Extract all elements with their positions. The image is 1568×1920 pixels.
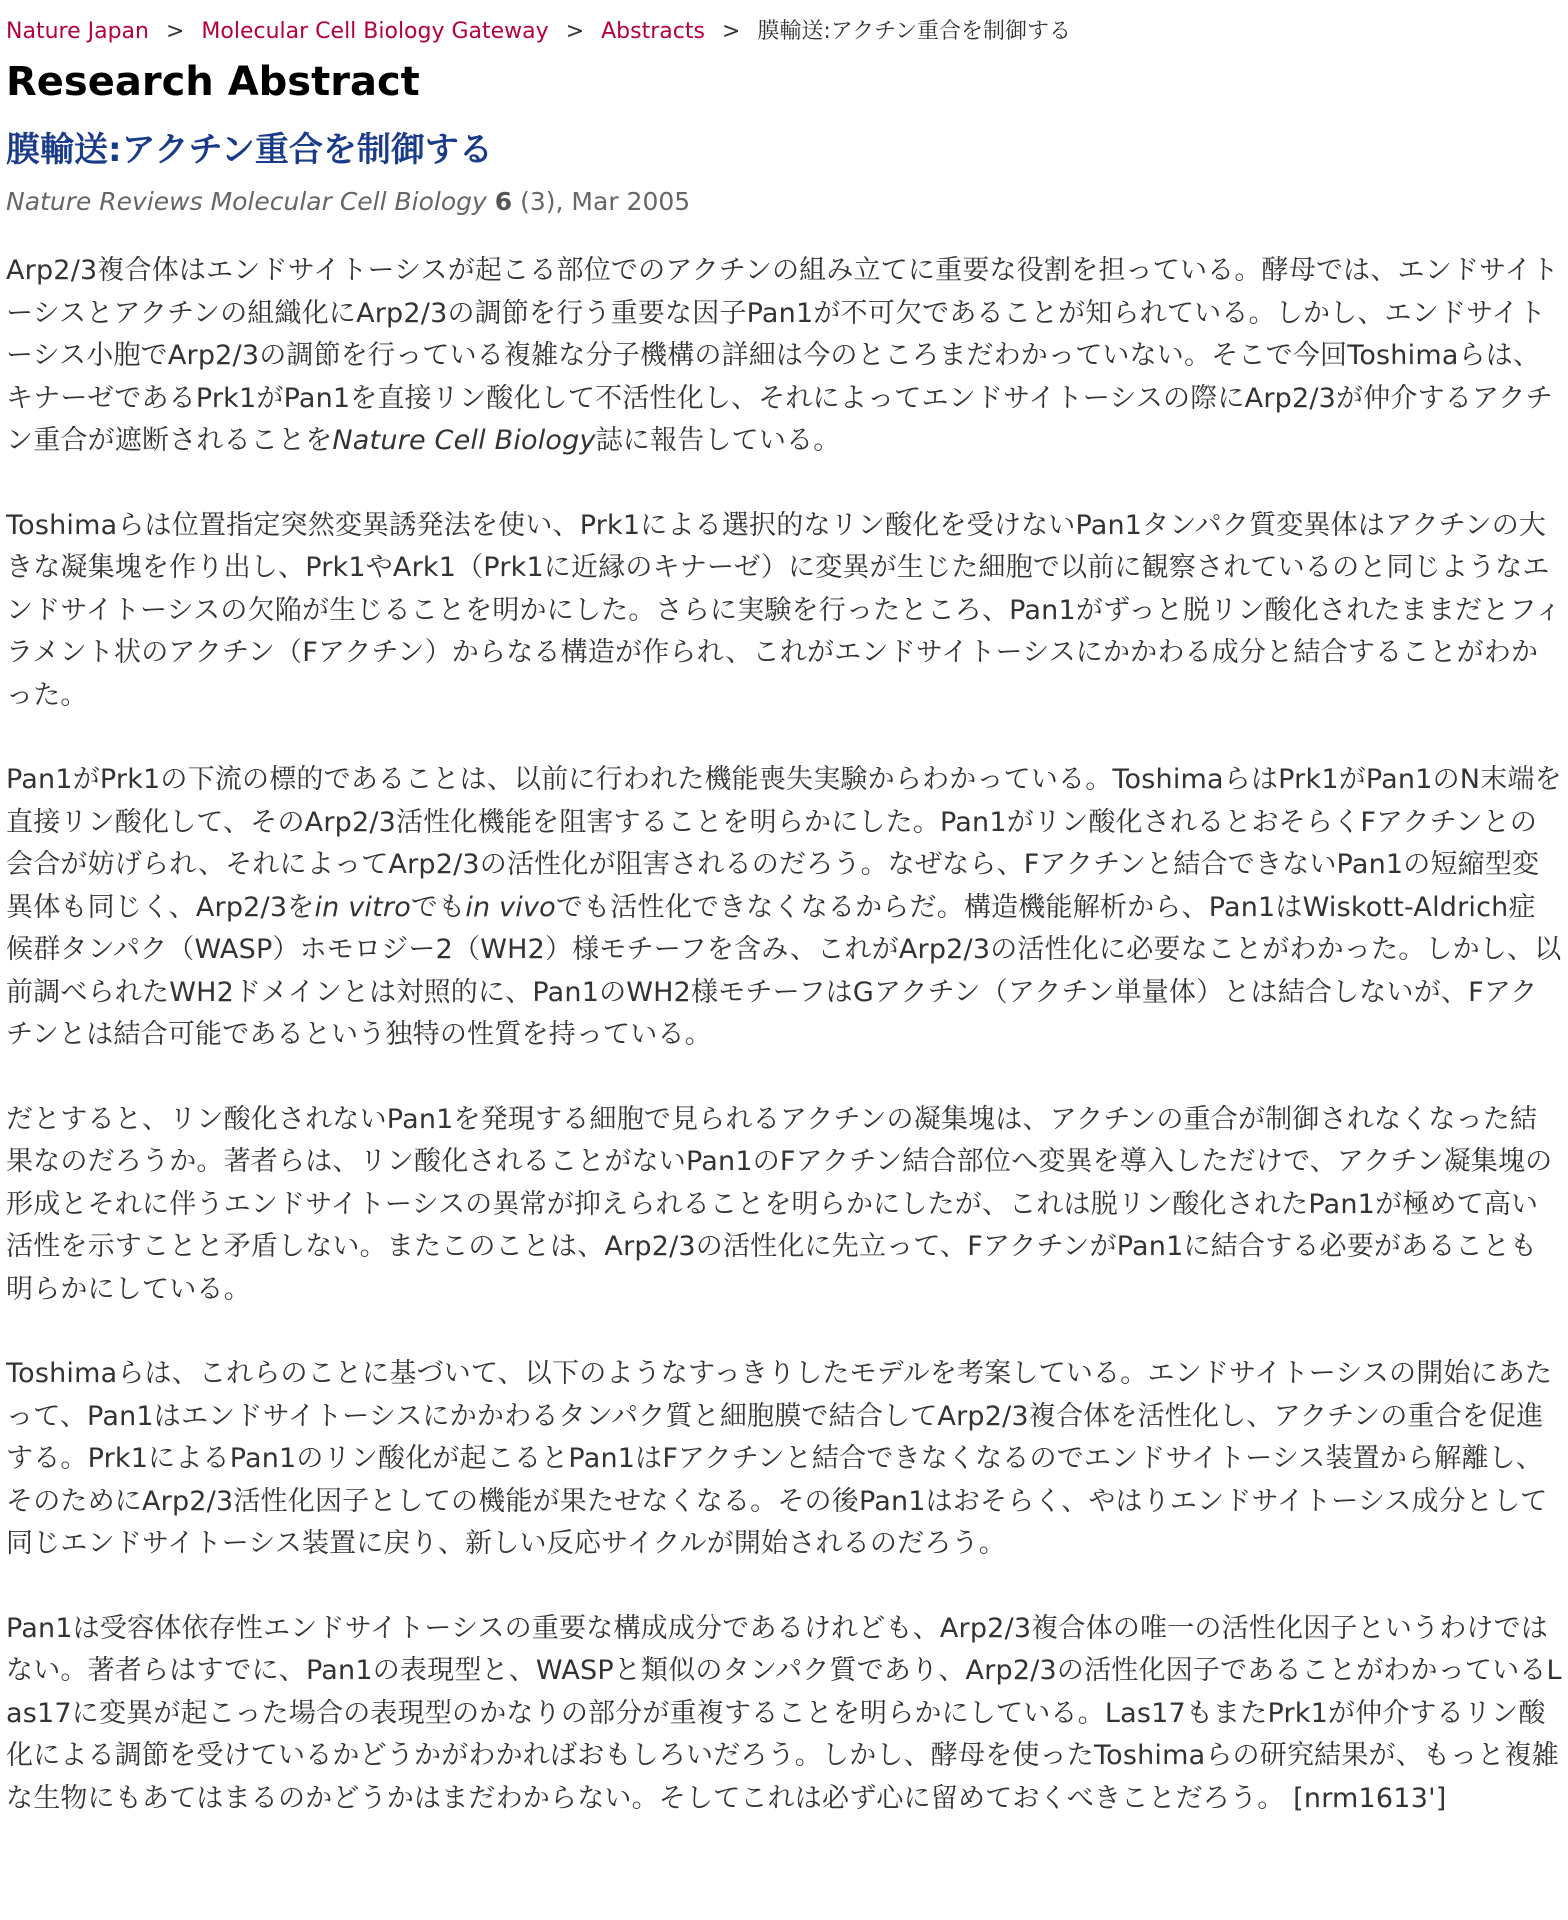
article-title: 膜輸送:アクチン重合を制御する (6, 130, 493, 170)
abstract-text: でも活性化できなくなるからだ。構造機能解析から、Pan1はWiskott-Aldrich症候群タンパク（WASP）ホモロジー2（WH2）様モチーフを含み、これがArp2/3の活性化に必要なことがわかった。しかし、以前調べられたWH2ドメインとは対照的に、Pan1のWH2様モチーフはGアクチン（アクチン単量体）とは結合しないが、Fアクチンとは結合可能であるという独特の性質を持っている。 (6, 891, 1562, 1050)
abstract-text: 誌に報告している。 (595, 425, 841, 456)
abstract-paragraph-1 (6, 250, 1562, 463)
breadcrumb-link-nature-japan[interactable]: Nature Japan (6, 19, 149, 44)
abstract-text: Arp2/3複合体はエンドサイトーシスが起こる部位でのアクチンの組み立てに重要な役割を担っている。酵母では、エンドサイトーシスとアクチンの組織化にArp2/3の調節を行う重要な因子Pan1が不可欠であることが知られている。しかし、エンドサイトーシス小胞でArp2/3の調節を行っている複雑な分子機構の詳細は今のところまだわかっていない。そこで今回Toshimaらは、キナーゼであるPrk1がPan1を直接リン酸化して不活性化し、それによってエンドサイトーシスの際にArp2/3が仲介するアクチン重合が遮断されることを (6, 255, 1559, 456)
breadcrumb-current: 膜輸送:アクチン重合を制御する (757, 19, 1072, 44)
abstract-paragraph-3 (6, 759, 1562, 1057)
citation-journal: Nature Reviews Molecular Cell Biology (6, 187, 487, 216)
abstract-paragraph-5: Toshimaらは、これらのことに基づいて、以下のようなすっきりしたモデルを考案している。エンドサイトーシスの開始にあたって、Pan1はエンドサイトーシスにかかわるタンパク質と細胞膜で結合してArp2/3複合体を活性化し、アクチンの重合を促進する。Prk1によるPan1のリン酸化が起こるとPan1はFアクチンと結合できなくなるのでエンドサイトーシス装置から解離し、そのためにArp2/3活性化因子としての機能が果たせなくなる。その後Pan1はおそらく、やはりエンドサイトーシス成分として同じエンドサイトーシス装置に戻り、新しい反応サイクルが開始されるのだろう。 (6, 1358, 1553, 1559)
abstract-paragraph-6: Pan1は受容体依存性エンドサイトーシスの重要な構成成分であるけれども、Arp2/3複合体の唯一の活性化因子というわけではない。著者らはすでに、Pan1の表現型と、WASPと類似のタンパク質であり、Arp2/3の活性化因子であることがわかっているLas17に変異が起こった場合の表現型のかなりの部分が重複することを明らかにしている。Las17もまたPrk1が仲介するリン酸化による調節を受けているかどうかがわかればおもしろいだろう。しかし、酵母を使ったToshimaらの研究結果が、もっと複雑な生物にもあてはまるのかどうかはまだわからない。そしてこれは必ず心に留めておくべきことだろう。 [nrm1613'] (6, 1612, 1562, 1814)
abstract-paragraph-2: Toshimaらは位置指定突然変異誘発法を使い、Prk1による選択的なリン酸化を受けないPan1タンパク質変異体はアクチンの大きな凝集塊を作り出し、Prk1やArk1（Prk1に近縁のキナーゼ）に変異が生じた細胞で以前に観察されているのと同じようなエンドサイトーシスの欠陥が生じることを明かにした。さらに実験を行ったところ、Pan1がずっと脱リン酸化されたままだとフィラメント状のアクチン（Fアクチン）からなる構造が作られ、これがエンドサイトーシスにかかわる成分と結合することがわかった。 (6, 509, 1562, 711)
abstract-body (6, 250, 1562, 1820)
abstract-text: でも (410, 891, 466, 923)
breadcrumb-link-gateway[interactable]: Molecular Cell Biology Gateway (201, 19, 549, 44)
citation-issue-date: (3), Mar 2005 (520, 187, 691, 216)
breadcrumb (6, 14, 1562, 50)
journal-name: Nature Cell Biology (332, 425, 596, 456)
abstract-text: Pan1がPrk1の下流の標的であることは、以前に行われた機能喪失実験からわかっている。ToshimaらはPrk1がPan1のN末端を直接リン酸化して、そのArp2/3活性化機能を阻害することを明らかにした。Pan1がリン酸化されるとおそらくFアクチンとの会合が妨げられ、それによってArp2/3の活性化が阻害されるのだろう。なぜなら、Fアクチンと結合できないPan1の短縮型変異体も同じく、Arp2/3を (6, 764, 1562, 923)
breadcrumb-separator: > (565, 19, 585, 44)
abstract-paragraph-4: だとすると、リン酸化されないPan1を発現する細胞で見られるアクチンの凝集塊は、アクチンの重合が制御されなくなった結果なのだろうか。著者らは、リン酸化されることがないPan1のFアクチン結合部位へ変異を導入しただけで、アクチン凝集塊の形成とそれに伴うエンドサイトーシスの異常が抑えられることを明らかにしたが、これは脱リン酸化されたPan1が極めて高い活性を示すことと矛盾しない。またこのことは、Arp2/3の活性化に先立って、FアクチンがPan1に結合する必要があることも明らかにしている。 (6, 1103, 1553, 1305)
latin-term: in vitro (314, 891, 411, 923)
citation-volume: 6 (494, 187, 513, 216)
breadcrumb-separator: > (721, 19, 741, 44)
breadcrumb-link-abstracts[interactable]: Abstracts (601, 19, 705, 44)
breadcrumb-separator: > (165, 19, 185, 44)
page-title: Research Abstract (6, 59, 420, 105)
citation (6, 182, 1562, 222)
latin-term: in vivo (465, 891, 556, 923)
